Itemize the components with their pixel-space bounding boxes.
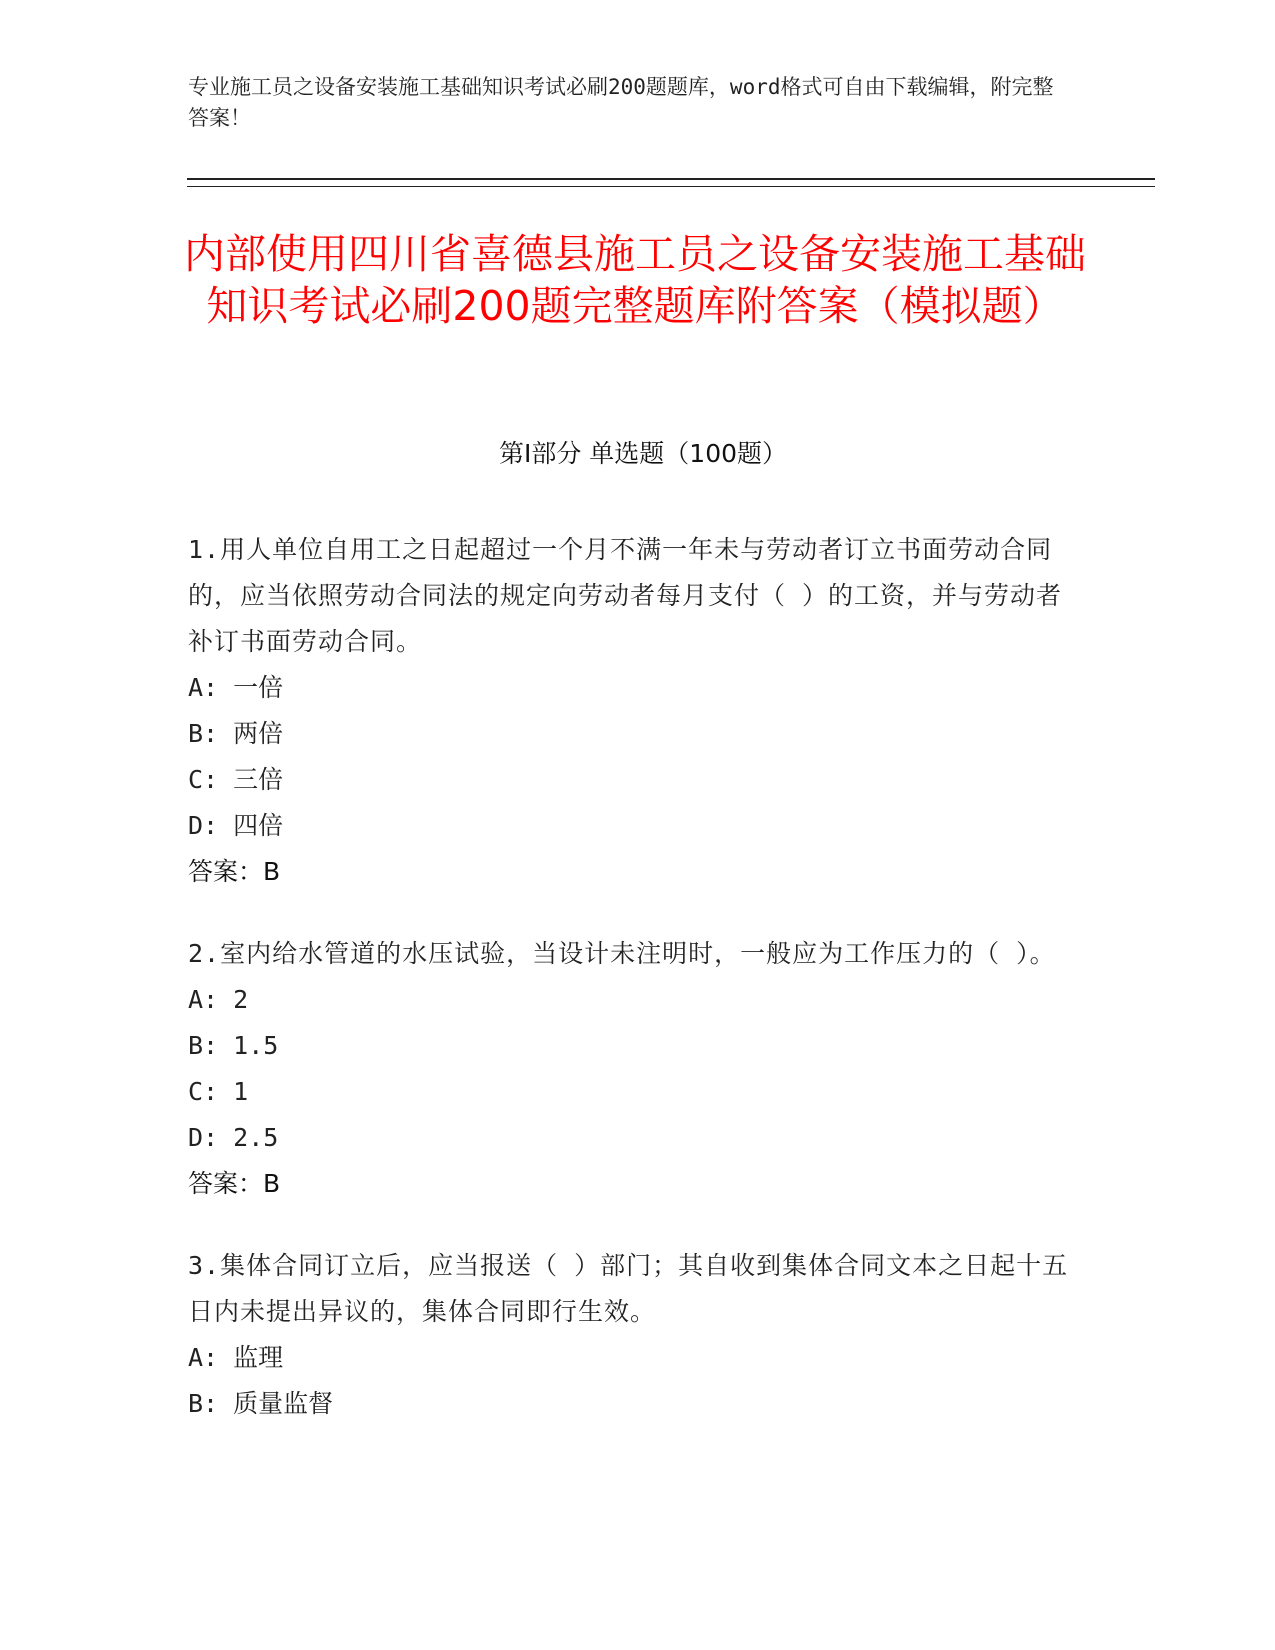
- document-title: 内部使用四川省喜德县施工员之设备安装施工基础知识考试必刷200题完整题库附答案（模拟题）: [184, 230, 1086, 330]
- question-3: [188, 1243, 1078, 1427]
- question-1: [188, 527, 1078, 895]
- question-2: [188, 931, 1078, 1207]
- option-b: B: 1.5: [188, 1031, 279, 1060]
- option-d: D: 四倍: [188, 811, 284, 840]
- option-b: B: 两倍: [188, 719, 284, 748]
- section-title: 第I部分 单选题（100题）: [498, 439, 788, 468]
- header-note: 专业施工员之设备安装施工基础知识考试必刷200题题库，word格式可自由下载编辑，附完整答案！: [188, 75, 1054, 130]
- answer: 答案：B: [188, 1169, 281, 1198]
- option-d: D: 2.5: [188, 1123, 279, 1152]
- option-c: C: 1: [188, 1077, 249, 1106]
- question-list: [188, 527, 1078, 1463]
- question-stem: 2.室内给水管道的水压试验，当设计未注明时，一般应为工作压力的（ ）。: [188, 939, 1056, 968]
- option-a: A: 2: [188, 985, 249, 1014]
- option-a: A: 监理: [188, 1343, 284, 1372]
- question-stem: 1.用人单位自用工之日起超过一个月不满一年未与劳动者订立书面劳动合同的，应当依照劳动合同法的规定向劳动者每月支付（ ）的工资，并与劳动者补订书面劳动合同。: [188, 535, 1063, 656]
- answer: 答案：B: [188, 857, 281, 886]
- option-c: C: 三倍: [188, 765, 284, 794]
- option-b: B: 质量监督: [188, 1389, 334, 1418]
- header-divider: [187, 178, 1155, 187]
- option-a: A: 一倍: [188, 673, 284, 702]
- question-stem: 3.集体合同订立后，应当报送（ ）部门；其自收到集体合同文本之日起十五日内未提出异议的，集体合同即行生效。: [188, 1251, 1069, 1326]
